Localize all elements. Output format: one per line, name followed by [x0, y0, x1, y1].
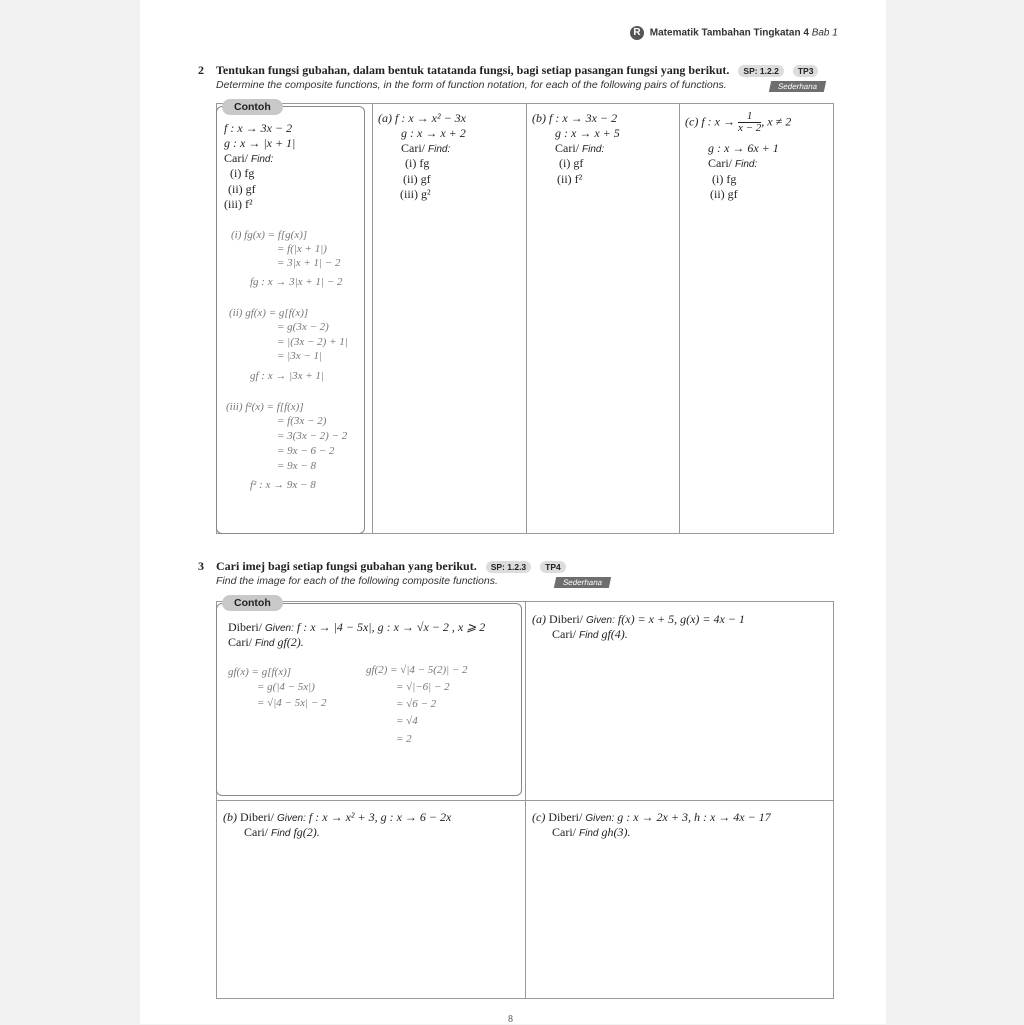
- q2b-f: [532, 111, 617, 126]
- q2-ex-g: g : x → |x + 1|: [224, 136, 296, 150]
- q2a-item: (iii) g²: [400, 187, 431, 201]
- cari-label: Cari/: [552, 627, 576, 641]
- q3-ex-right-line: = √4: [396, 715, 418, 727]
- cari-label: Cari/: [555, 141, 579, 155]
- q3b-given: [223, 810, 451, 825]
- q2-sol3-line: f² : x → 9x − 8: [250, 479, 316, 491]
- q3-ex-left-line: = √|4 − 5x| − 2: [257, 697, 327, 709]
- q2a-item: (ii) gf: [403, 172, 431, 186]
- q2-sol2-line: = |(3x − 2) + 1|: [277, 336, 348, 348]
- q3-ex-left-line: = g(|4 − 5x|): [257, 681, 315, 693]
- q3-translation: Find the image for each of the following composite functions.: [216, 575, 498, 587]
- diberi-label: Diberi/: [548, 810, 583, 824]
- q2-divider-3: [679, 103, 680, 534]
- q3c-given: [532, 810, 771, 825]
- q2-sol2-line: (ii) gf(x) = g[f(x)]: [229, 307, 309, 319]
- q3-sp-badge: SP: 1.2.3: [486, 561, 531, 573]
- q2b-cari: [555, 141, 604, 156]
- cari-label: Cari/: [228, 635, 252, 649]
- q2-contoh-label: Contoh: [222, 99, 283, 115]
- q3a-find: [552, 627, 628, 642]
- q3b-target: fg(2).: [293, 825, 320, 839]
- q3-tp-badge: TP4: [540, 561, 566, 573]
- q2-text: [216, 63, 818, 78]
- q2-sol3-line: = f(3x − 2): [277, 415, 327, 427]
- diberi-label: Diberi/: [228, 620, 262, 634]
- find-label: Find:: [251, 154, 274, 165]
- given-text: f : x → |4 − 5x|, g : x → √x − 2 , x ⩾ 2: [296, 620, 486, 634]
- q2b-item: (ii) f²: [557, 172, 583, 186]
- q2-divider-1: [372, 103, 373, 534]
- q3a-target: gf(4).: [601, 627, 628, 641]
- q3-divider-horizontal: [216, 800, 834, 801]
- q2c-cari: [708, 156, 757, 171]
- q3-ex-right-line: gf(2) = √|4 − 5(2)| − 2: [366, 664, 468, 676]
- find-text: gf(2).: [277, 635, 304, 649]
- q2-ex-cari: [224, 151, 273, 166]
- fraction-denominator: x − 2: [737, 122, 762, 134]
- cari-label: Cari/: [401, 141, 425, 155]
- cari-label: Cari/: [708, 156, 732, 170]
- find-label: Find: [579, 630, 599, 641]
- q2c-fraction: [738, 111, 761, 134]
- q2a-cari: [401, 141, 450, 156]
- q2-sol2-line: gf : x → |3x + 1|: [250, 370, 324, 382]
- find-label: Find: [255, 638, 275, 649]
- q3c-given-text: g : x → 2x + 3, h : x → 4x − 17: [617, 810, 771, 824]
- given-label: Given:: [265, 623, 294, 634]
- q2c-f-post: , x ≠ 2: [761, 114, 792, 129]
- publisher-logo: R: [630, 26, 644, 40]
- q2a-f: [378, 111, 466, 126]
- q2-sol1-line: = 3|x + 1| − 2: [277, 257, 341, 269]
- q2-ex-f: f : x → 3x − 2: [224, 121, 293, 135]
- chapter-label: Bab 1: [811, 27, 838, 39]
- q3-ex-right-line: = 2: [396, 733, 412, 745]
- q2b-item: (i) gf: [559, 156, 584, 170]
- q3a-given-text: f(x) = x + 5, g(x) = 4x − 1: [617, 612, 745, 626]
- given-label: Given:: [586, 615, 615, 626]
- cari-label: Cari/: [244, 825, 268, 839]
- q3-text: [216, 559, 566, 574]
- q2-sol3-line: = 9x − 6 − 2: [277, 445, 335, 457]
- q2c-f: [685, 111, 791, 134]
- q3-ex-right-line: = √|−6| − 2: [396, 681, 450, 693]
- q2-tp-badge: TP3: [793, 65, 819, 77]
- q2-level-tag: Sederhana: [769, 81, 826, 92]
- q3b-given-text: f : x → x² + 3, g : x → 6 − 2x: [308, 810, 452, 824]
- q3-number: 3: [198, 559, 204, 573]
- cari-label: Cari/: [224, 151, 248, 165]
- q2-question: Tentukan fungsi gubahan, dalam bentuk tatatanda fungsi, bagi setiap pasangan fungsi yang berikut.: [216, 63, 730, 77]
- given-label: Given:: [585, 813, 615, 824]
- q3-level-tag: Sederhana: [554, 577, 611, 588]
- q3a-given: [532, 612, 745, 627]
- q2-sol1-line: (i) fg(x) = f[g(x)]: [231, 229, 308, 241]
- cari-label: Cari/: [552, 825, 576, 839]
- q3-ex-left-line: gf(x) = g[f(x)]: [228, 666, 292, 678]
- q2-sol2-line: = |3x − 1|: [277, 350, 323, 362]
- diberi-label: Diberi/: [549, 612, 583, 626]
- q3-ex-find: [228, 635, 304, 650]
- q2-sp-badge: SP: 1.2.2: [738, 65, 783, 77]
- find-label: Find:: [428, 144, 451, 155]
- book-title: Matematik Tambahan Tingkatan 4: [649, 27, 809, 39]
- page-header: [612, 26, 838, 40]
- q2b-f-text: f : x → 3x − 2: [549, 111, 618, 125]
- q2-sol3-line: (iii) f²(x) = f[f(x)]: [226, 401, 304, 413]
- q3b-label: (b): [223, 810, 237, 824]
- q2-translation: Determine the composite functions, in the form of function notation, for each of the following pairs of functions.: [216, 79, 727, 91]
- q2c-item: (i) fg: [712, 172, 737, 186]
- fraction-numerator: 1: [738, 111, 761, 123]
- page-number: 8: [508, 1014, 513, 1025]
- q2b-g: g : x → x + 5: [555, 126, 620, 140]
- q3c-label: (c): [532, 810, 546, 824]
- q3c-find: [552, 825, 630, 840]
- find-label: Find:: [582, 144, 605, 155]
- q2-sol1-line: = f(|x + 1|): [277, 243, 327, 255]
- find-label: Find: [579, 828, 599, 839]
- q2c-g: g : x → 6x + 1: [708, 141, 779, 155]
- find-label: Find:: [735, 159, 758, 170]
- q2a-label: (a): [378, 111, 392, 125]
- q2-sol1-line: fg : x → 3|x + 1| − 2: [250, 276, 343, 288]
- find-label: Find: [271, 828, 291, 839]
- q2-sol3-line: = 9x − 8: [277, 460, 316, 472]
- q3b-find: [244, 825, 320, 840]
- q3c-target: gh(3).: [601, 825, 631, 839]
- q2-sol2-line: = g(3x − 2): [277, 321, 329, 333]
- q3-ex-given: [228, 620, 485, 635]
- q2-sol3-line: = 3(3x − 2) − 2: [277, 430, 348, 442]
- q2a-item: (i) fg: [405, 156, 430, 170]
- q3-ex-right-line: = √6 − 2: [396, 698, 437, 710]
- q3a-label: (a): [532, 612, 546, 626]
- q2-ex-item-iii: (iii) f²: [224, 197, 253, 211]
- q2-number: 2: [198, 63, 204, 77]
- q2c-label: (c): [685, 114, 699, 129]
- q2c-item: (ii) gf: [710, 187, 738, 201]
- given-label: Given:: [277, 813, 306, 824]
- q2-divider-2: [526, 103, 527, 534]
- q3-question: Cari imej bagi setiap fungsi gubahan yang berikut.: [216, 559, 477, 573]
- q2c-f-pre: f : x →: [701, 114, 735, 129]
- q2b-label: (b): [532, 111, 546, 125]
- q2-ex-item-i: (i) fg: [230, 166, 255, 180]
- q2-ex-item-ii: (ii) gf: [228, 182, 256, 196]
- q3-contoh-label: Contoh: [222, 595, 283, 611]
- q2a-f-text: f : x → x² − 3x: [395, 111, 467, 125]
- q2a-g: g : x → x + 2: [401, 126, 466, 140]
- diberi-label: Diberi/: [240, 810, 274, 824]
